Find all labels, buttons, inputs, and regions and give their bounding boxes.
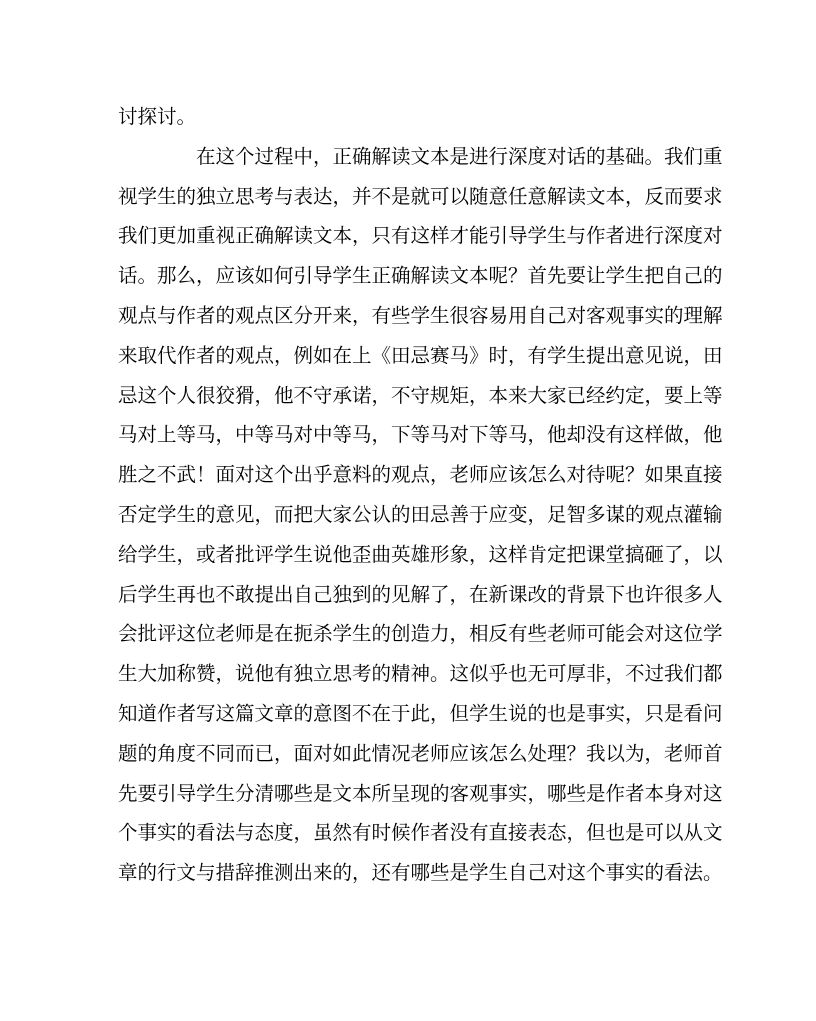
text-line: 观点与作者的观点区分开来，有些学生很容易用自己对客观事实的理解	[118, 303, 723, 327]
text-line: 话。那么，应该如何引导学生正确解读文本呢？首先要让学生把自己的	[118, 264, 723, 288]
text-line: 先要引导学生分清哪些是文本所呈现的客观事实，哪些是作者本身对这	[118, 781, 723, 805]
text-line: 忌这个人很狡猾，他不守承诺，不守规矩，本来大家已经约定，要上等	[118, 383, 723, 407]
text-line: 知道作者写这篇文章的意图不在于此，但学生说的也是事实，只是看问	[118, 701, 723, 725]
text-line: 否定学生的意见，而把大家公认的田忌善于应变，足智多谋的观点灌输	[118, 502, 723, 526]
text-line: 会批评这位老师是在扼杀学生的创造力，相反有些老师可能会对这位学	[118, 622, 723, 646]
text-line: 马对上等马，中等马对中等马，下等马对下等马，他却没有这样做，他	[118, 423, 723, 447]
text-line: 章的行文与措辞推测出来的，还有哪些是学生自己对这个事实的看法。	[118, 861, 723, 885]
text-line: 个事实的看法与态度，虽然有时候作者没有直接表态，但也是可以从文	[118, 821, 723, 845]
text-line: 题的角度不同而已，面对如此情况老师应该怎么处理？我以为，老师首	[118, 741, 723, 765]
text-line: 后学生再也不敢提出自己独到的见解了，在新课改的背景下也许很多人	[118, 582, 723, 606]
text-line: 视学生的独立思考与表达，并不是就可以随意任意解读文本，反而要求	[118, 184, 723, 208]
text-line: 给学生，或者批评学生说他歪曲英雄形象，这样肯定把课堂搞砸了，以	[118, 542, 723, 566]
text-line: 我们更加重视正确解读文本，只有这样才能引导学生与作者进行深度对	[118, 224, 723, 248]
text-line: 来取代作者的观点，例如在上《田忌赛马》时，有学生提出意见说，田	[118, 343, 723, 367]
text-line: 生大加称赞，说他有独立思考的精神。这似乎也无可厚非，不过我们都	[118, 662, 723, 686]
paragraph-first-line: 在这个过程中，正确解读文本是进行深度对话的基础。我们重	[196, 144, 723, 168]
text-line: 讨探讨。	[118, 105, 197, 128]
text-line: 胜之不武！面对这个出乎意料的观点，老师应该怎么对待呢？如果直接	[118, 463, 723, 487]
body-text	[118, 97, 723, 893]
